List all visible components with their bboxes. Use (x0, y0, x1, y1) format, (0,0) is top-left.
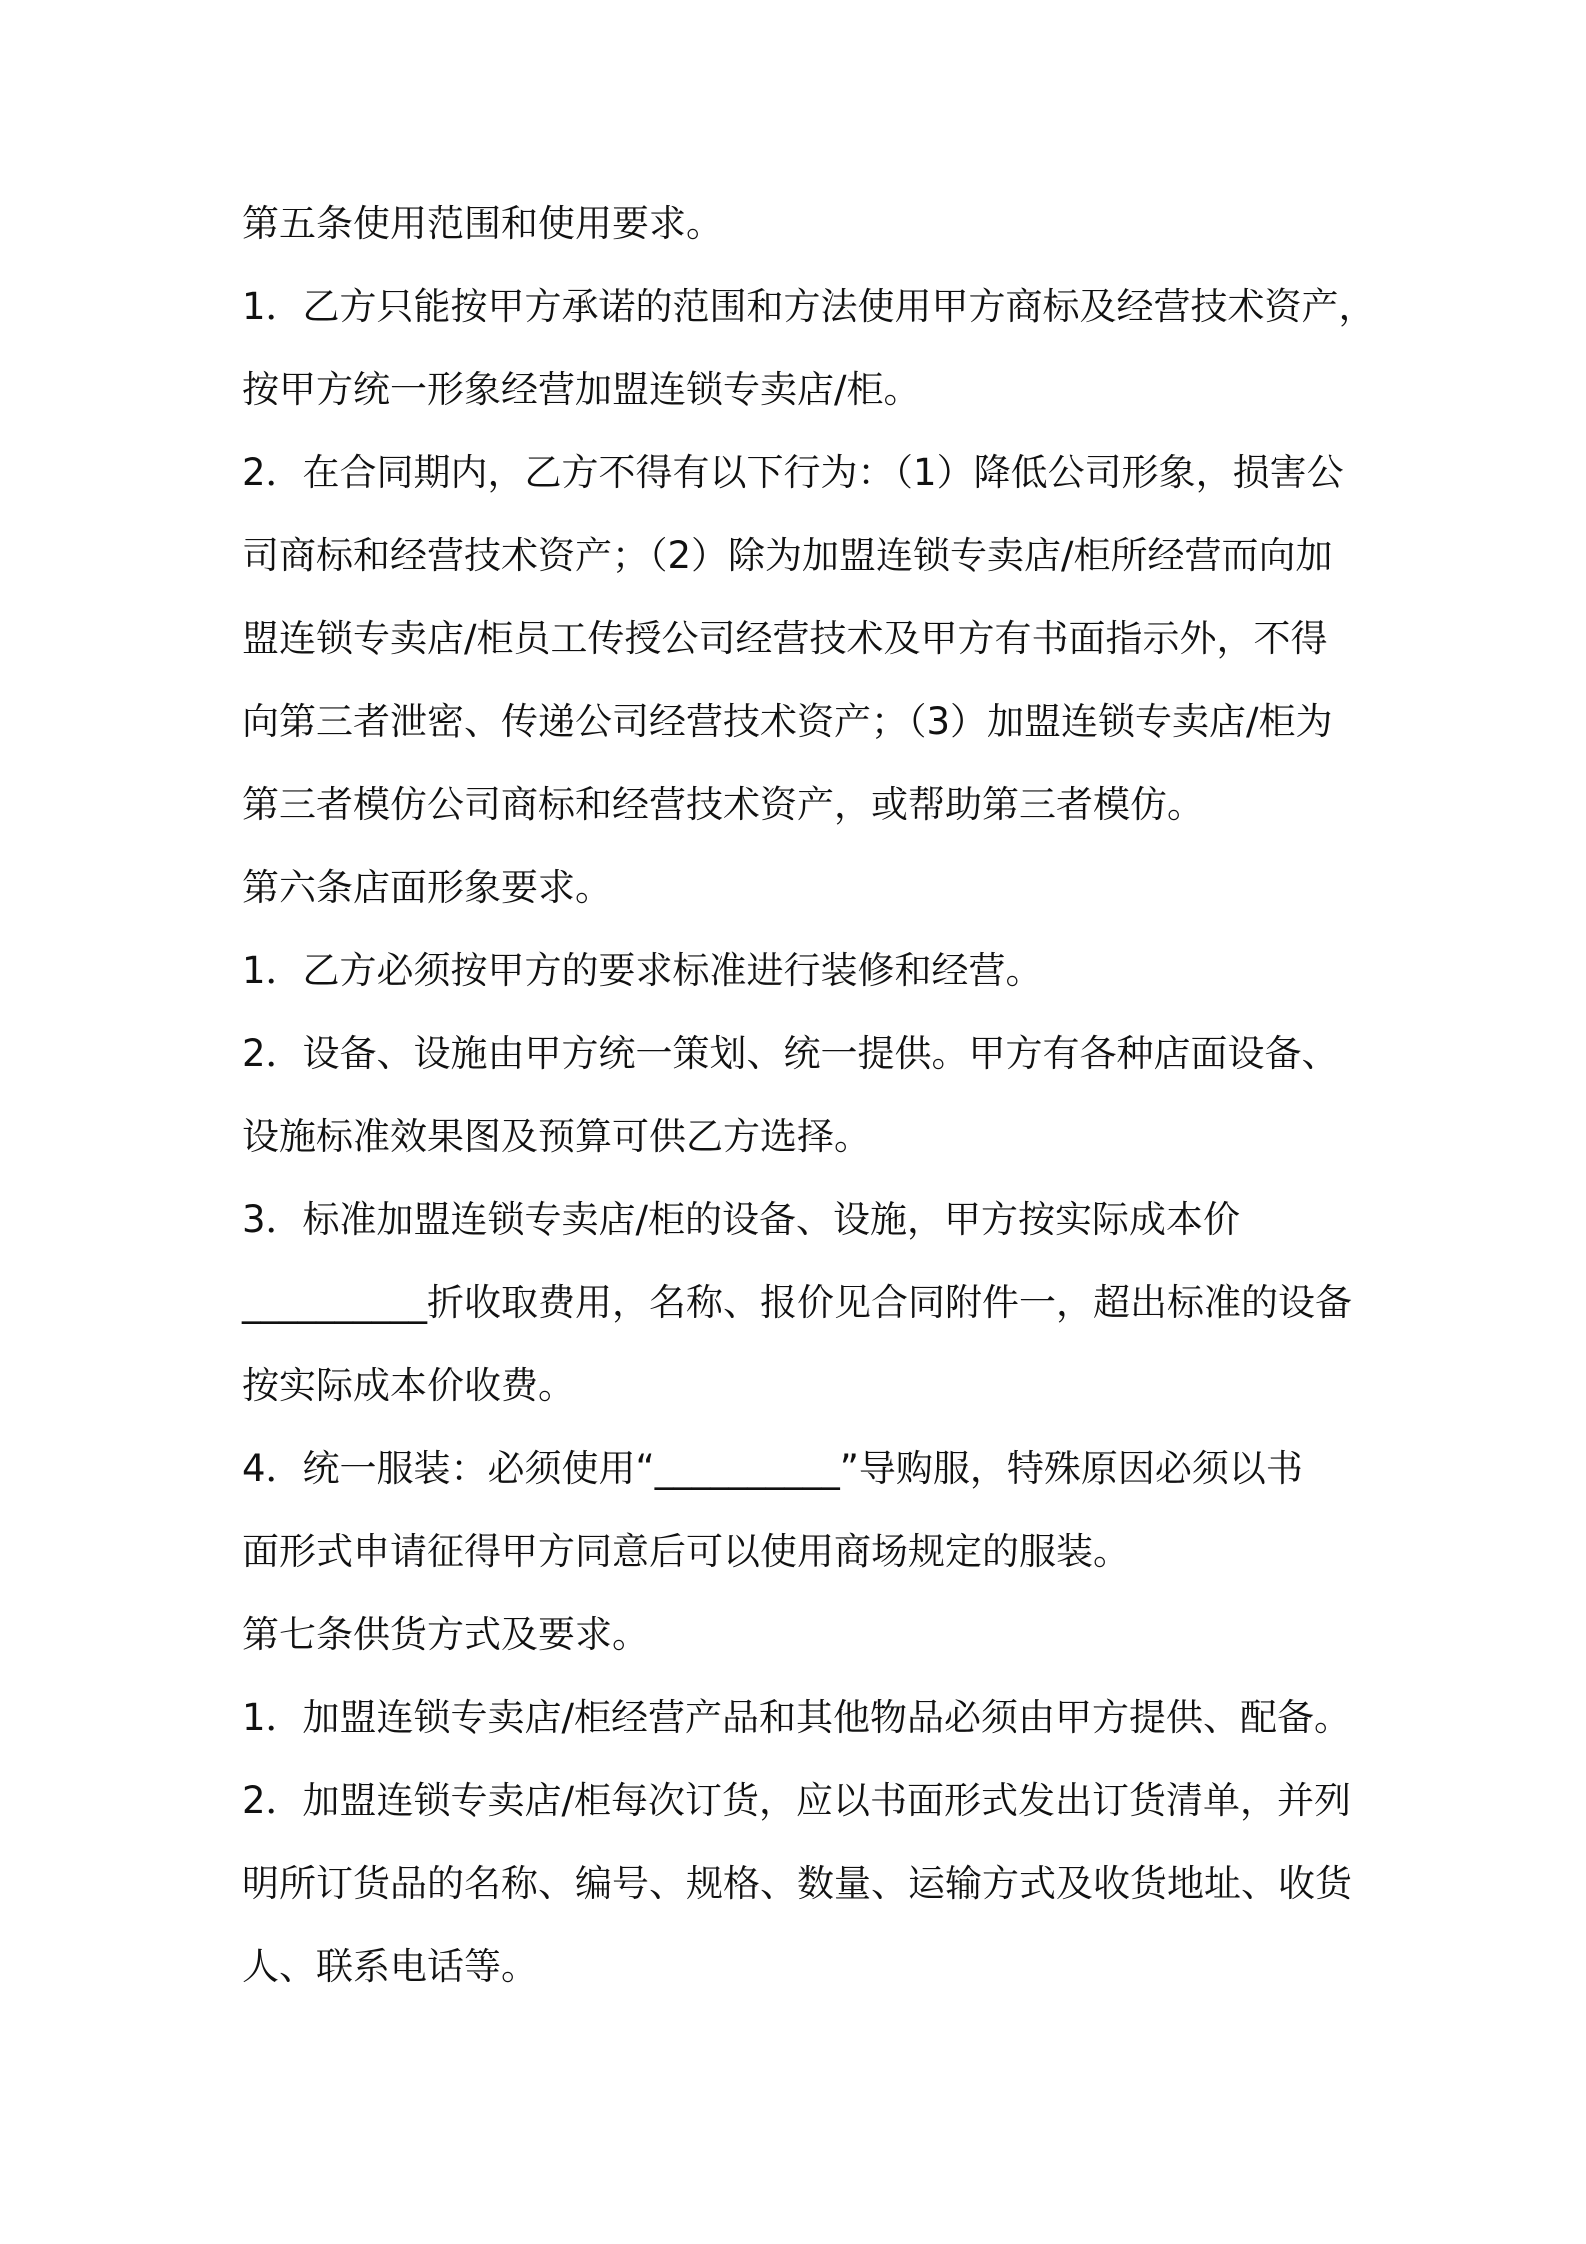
article-6-item-4-line-1: 4．统一服装：必须使用“__________”导购服，特殊原因必须以书 (242, 1447, 1303, 1490)
article-7-item-2-line-2: 明所订货品的名称、编号、规格、数量、运输方式及收货地址、收货 (242, 1862, 1352, 1905)
article-6-item-4-line-2: 面形式申请征得甲方同意后可以使用商场规定的服装。 (242, 1530, 1130, 1573)
article-5-item-1-line-1: 1．乙方只能按甲方承诺的范围和方法使用甲方商标及经营技术资产， (242, 285, 1376, 328)
article-6-item-1: 1．乙方必须按甲方的要求标准进行装修和经营。 (242, 949, 1043, 992)
article-7-item-1: 1．加盟连锁专卖店/柜经营产品和其他物品必须由甲方提供、配备。 (242, 1696, 1352, 1739)
article-6-item-3-line-2: __________折收取费用，名称、报价见合同附件一，超出标准的设备 (242, 1281, 1352, 1324)
article-7-heading: 第七条供货方式及要求。 (242, 1613, 649, 1656)
article-7-item-2-line-3: 人、联系电话等。 (242, 1945, 538, 1988)
article-5-item-2-line-3: 盟连锁专卖店/柜员工传授公司经营技术及甲方有书面指示外，不得 (242, 617, 1328, 660)
article-6-item-3-line-3: 按实际成本价收费。 (242, 1364, 575, 1407)
article-7-item-2-line-1: 2．加盟连锁专卖店/柜每次订货，应以书面形式发出订货清单，并列 (242, 1779, 1352, 1822)
article-6-item-3-line-1: 3．标准加盟连锁专卖店/柜的设备、设施，甲方按实际成本价 (242, 1198, 1241, 1241)
article-5-heading: 第五条使用范围和使用要求。 (242, 202, 723, 245)
article-6-item-2-line-1: 2．设备、设施由甲方统一策划、统一提供。甲方有各种店面设备、 (242, 1032, 1339, 1075)
article-5-item-2-line-4: 向第三者泄密、传递公司经营技术资产；（3）加盟连锁专卖店/柜为 (242, 700, 1333, 743)
article-5-item-2-line-5: 第三者模仿公司商标和经营技术资产，或帮助第三者模仿。 (242, 783, 1204, 826)
article-6-item-2-line-2: 设施标准效果图及预算可供乙方选择。 (242, 1115, 871, 1158)
article-5-item-2-line-1: 2．在合同期内，乙方不得有以下行为：（1）降低公司形象，损害公 (242, 451, 1344, 494)
article-6-heading: 第六条店面形象要求。 (242, 866, 612, 909)
article-5-item-2-line-2: 司商标和经营技术资产；（2）除为加盟连锁专卖店/柜所经营而向加 (242, 534, 1333, 577)
article-5-item-1-line-2: 按甲方统一形象经营加盟连锁专卖店/柜。 (242, 368, 921, 411)
